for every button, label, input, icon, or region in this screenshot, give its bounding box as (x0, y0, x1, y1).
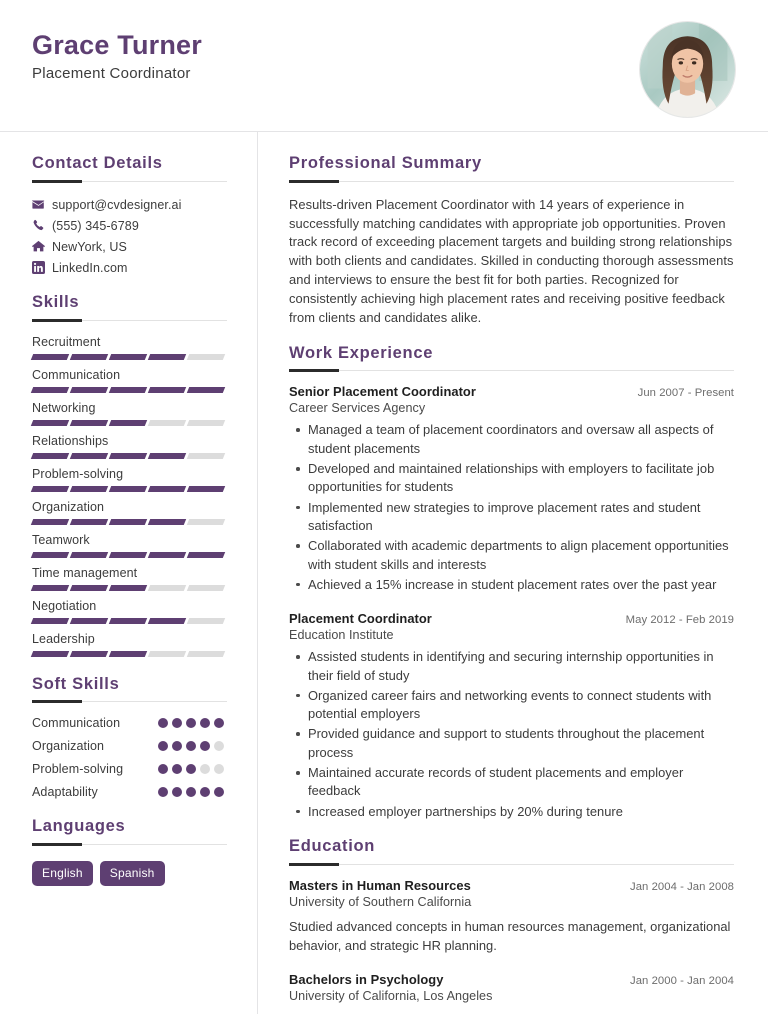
rating-dot (158, 787, 168, 797)
rating-dot (158, 764, 168, 774)
skill-segment (148, 387, 186, 393)
soft-skill-rating-dots (158, 741, 224, 751)
language-chip: English (32, 861, 93, 886)
section-professional-summary (289, 154, 734, 328)
skill-segment (109, 519, 147, 525)
work-experience-entry (289, 611, 734, 821)
skill-segment (187, 585, 225, 591)
skill-segment (109, 651, 147, 657)
skill-label: Organization (32, 499, 105, 514)
rating-dot (158, 741, 168, 751)
section-title-soft-skills: Soft Skills (32, 674, 120, 693)
linkedin-icon (32, 261, 52, 274)
soft-skill-rating-dots (158, 718, 224, 728)
skill-label: Time management (32, 565, 138, 580)
sidebar (0, 132, 258, 1014)
skill-rating-bar (32, 453, 224, 459)
section-rule (32, 181, 227, 182)
skill-segment (70, 519, 108, 525)
skill-rating-bar (32, 519, 224, 525)
soft-skill-label: Adaptability (32, 785, 98, 800)
job-company: Career Services Agency (289, 401, 426, 416)
rating-dot (158, 718, 168, 728)
skill-segment (148, 552, 186, 558)
skill-segment (148, 651, 186, 657)
main-content (258, 132, 768, 1014)
section-title-languages: Languages (32, 817, 126, 836)
skill-segment (70, 486, 108, 492)
degree-title: Bachelors in Psychology (289, 972, 444, 988)
rating-dot (200, 764, 210, 774)
contact-value-email: support@cvdesigner.ai (52, 197, 182, 212)
rating-dot (172, 764, 182, 774)
skill-segment (109, 354, 147, 360)
degree-date-range: Jan 2000 - Jan 2004 (630, 975, 734, 988)
section-rule (289, 181, 734, 182)
skill-segment (70, 651, 108, 657)
skill-label: Recruitment (32, 334, 101, 349)
skill-segment (31, 585, 69, 591)
skill-item (32, 500, 227, 525)
rating-dot (186, 787, 196, 797)
skill-item (32, 599, 227, 624)
skill-segment (70, 618, 108, 624)
skill-label: Networking (32, 400, 96, 415)
job-bullet: Developed and maintained relationships with employers to facilitate job opportunities for students (308, 460, 734, 497)
entry-header (289, 384, 734, 399)
job-bullet: Implemented new strategies to improve placement rates and student satisfaction (308, 499, 734, 536)
contact-item-location[interactable] (32, 240, 227, 254)
job-bullet: Maintained accurate records of student placements and employer feedback (308, 764, 734, 801)
skill-segment (109, 585, 147, 591)
envelope-icon (32, 198, 52, 211)
rating-dot (214, 718, 224, 728)
rating-dot (172, 787, 182, 797)
skill-item (32, 401, 227, 426)
skill-segment (187, 618, 225, 624)
contact-list (32, 198, 227, 275)
soft-skill-label: Communication (32, 716, 121, 731)
rating-dot (172, 718, 182, 728)
section-title-professional-summary: Professional Summary (289, 154, 482, 172)
job-date-range: May 2012 - Feb 2019 (625, 614, 734, 627)
section-soft-skills (32, 675, 227, 800)
languages-list (32, 861, 227, 886)
skill-segment (148, 585, 186, 591)
avatar (639, 21, 736, 118)
job-bullet: Assisted students in identifying and securing internship opportunities in their field of study (308, 648, 734, 685)
education-list (289, 878, 734, 1003)
rating-dot (200, 787, 210, 797)
skill-segment (109, 420, 147, 426)
skill-segment (109, 387, 147, 393)
soft-skill-label: Organization (32, 739, 105, 754)
skill-rating-bar (32, 618, 224, 624)
skill-rating-bar (32, 387, 224, 393)
soft-skill-item (32, 739, 224, 753)
job-bullet-list (289, 648, 734, 821)
rating-dot (214, 764, 224, 774)
portrait-photo-icon (640, 22, 735, 117)
soft-skill-rating-dots (158, 764, 224, 774)
resume-body (0, 132, 768, 1014)
section-title-contact-details: Contact Details (32, 154, 163, 172)
resume-header (0, 0, 768, 132)
skill-segment (70, 453, 108, 459)
section-title-work-experience: Work Experience (289, 343, 434, 362)
skill-segment (31, 453, 69, 459)
skill-segment (148, 519, 186, 525)
contact-value-linkedin: LinkedIn.com (52, 260, 128, 275)
skill-label: Relationships (32, 433, 109, 448)
skill-segment (109, 486, 147, 492)
skill-label: Problem-solving (32, 466, 124, 481)
skill-segment (148, 420, 186, 426)
rating-dot (214, 787, 224, 797)
skill-rating-bar (32, 585, 224, 591)
section-languages (32, 817, 227, 886)
skill-label: Communication (32, 367, 121, 382)
section-education (289, 837, 734, 1003)
rating-dot (200, 718, 210, 728)
section-title-education: Education (289, 837, 376, 856)
section-rule (32, 701, 227, 702)
skill-segment (187, 387, 225, 393)
skill-rating-bar (32, 420, 224, 426)
candidate-name: Grace Turner (32, 30, 202, 60)
skill-item (32, 467, 227, 492)
job-bullet-list (289, 421, 734, 594)
skill-segment (187, 354, 225, 360)
job-bullet: Managed a team of placement coordinators and oversaw all aspects of student placements (308, 421, 734, 458)
skill-label: Negotiation (32, 598, 97, 613)
contact-item-linkedin[interactable] (32, 261, 227, 275)
skill-segment (109, 453, 147, 459)
rating-dot (186, 741, 196, 751)
skill-segment (31, 651, 69, 657)
entry-header (289, 972, 734, 987)
language-chip: Spanish (100, 861, 165, 886)
skill-segment (187, 552, 225, 558)
home-icon (32, 240, 52, 253)
work-experience-list (289, 384, 734, 821)
skill-segment (148, 486, 186, 492)
rating-dot (186, 764, 196, 774)
skill-segment (31, 420, 69, 426)
skill-segment (109, 552, 147, 558)
skill-segment (187, 486, 225, 492)
job-date-range: Jun 2007 - Present (637, 387, 734, 400)
skill-segment (148, 618, 186, 624)
skill-label: Teamwork (32, 532, 90, 547)
section-rule (32, 320, 227, 321)
skill-segment (109, 618, 147, 624)
skill-segment (31, 618, 69, 624)
contact-item-phone[interactable] (32, 219, 227, 233)
job-bullet: Increased employer partnerships by 20% during tenure (308, 803, 734, 821)
section-rule (289, 370, 734, 371)
rating-dot (214, 741, 224, 751)
rating-dot (172, 741, 182, 751)
professional-summary-text: Results-driven Placement Coordinator with 14 years of experience in successfully matching candidates with appropriate job opportunities. Proven track record of exceeding placement targets and building strong relationships with both clients and candidates. Skilled in conducting thorough assessments and interviews to ensure the best fit for both parties. Recognized for consistently achieving high placement rates and receiving positive feedback from clients and candidates alike. (289, 196, 734, 325)
job-bullet: Organized career fairs and networking events to connect students with potential employers (308, 687, 734, 724)
skill-segment (148, 354, 186, 360)
skill-item (32, 632, 227, 657)
skill-segment (31, 387, 69, 393)
contact-value-location: NewYork, US (52, 239, 127, 254)
rating-dot (186, 718, 196, 728)
job-bullet: Achieved a 15% increase in student placement rates over the past year (308, 576, 734, 594)
skill-segment (31, 552, 69, 558)
section-title-skills: Skills (32, 292, 80, 311)
entry-header (289, 611, 734, 626)
school-name: University of Southern California (289, 894, 472, 909)
skill-rating-bar (32, 486, 224, 492)
section-work-experience (289, 344, 734, 821)
skill-segment (187, 651, 225, 657)
skill-item (32, 566, 227, 591)
section-contact-details (32, 154, 227, 275)
skill-rating-bar (32, 354, 224, 360)
job-role: Senior Placement Coordinator (289, 384, 476, 400)
skill-segment (70, 387, 108, 393)
skill-rating-bar (32, 552, 224, 558)
section-rule (289, 864, 734, 865)
job-role: Placement Coordinator (289, 611, 432, 627)
skill-segment (31, 354, 69, 360)
skill-item (32, 335, 227, 360)
work-experience-entry (289, 384, 734, 594)
rating-dot (200, 741, 210, 751)
skill-segment (187, 420, 225, 426)
degree-description: Studied advanced concepts in human resources management, organizational behavior, and strategic HR planning. (289, 918, 731, 953)
skill-segment (31, 486, 69, 492)
soft-skill-rating-dots (158, 787, 224, 797)
section-skills (32, 293, 227, 657)
skill-item (32, 533, 227, 558)
contact-value-phone: (555) 345-6789 (52, 218, 139, 233)
skill-rating-bar (32, 651, 224, 657)
skill-segment (70, 552, 108, 558)
degree-title: Masters in Human Resources (289, 877, 471, 893)
soft-skill-item (32, 785, 224, 799)
job-bullet: Provided guidance and support to students throughout the placement process (308, 725, 734, 762)
skill-segment (187, 453, 225, 459)
skill-item (32, 434, 227, 459)
contact-item-email[interactable] (32, 198, 227, 212)
soft-skill-item (32, 762, 224, 776)
skill-segment (31, 519, 69, 525)
section-rule (32, 844, 227, 845)
skill-item (32, 368, 227, 393)
candidate-job-title: Placement Coordinator (32, 65, 191, 83)
soft-skills-list (32, 716, 227, 799)
school-name: University of California, Los Angeles (289, 989, 493, 1004)
job-company: Education Institute (289, 628, 394, 643)
skill-segment (187, 519, 225, 525)
education-entry (289, 972, 734, 1003)
soft-skill-item (32, 716, 224, 730)
skill-segment (148, 453, 186, 459)
phone-icon (32, 219, 52, 232)
degree-date-range: Jan 2004 - Jan 2008 (630, 880, 734, 893)
entry-header (289, 878, 734, 893)
skill-segment (70, 585, 108, 591)
job-bullet: Collaborated with academic departments to align placement opportunities with student skills and interests (308, 537, 734, 574)
skill-segment (70, 354, 108, 360)
skills-list (32, 335, 227, 657)
education-entry (289, 878, 734, 955)
soft-skill-label: Problem-solving (32, 762, 124, 777)
skill-segment (70, 420, 108, 426)
skill-label: Leadership (32, 631, 95, 646)
